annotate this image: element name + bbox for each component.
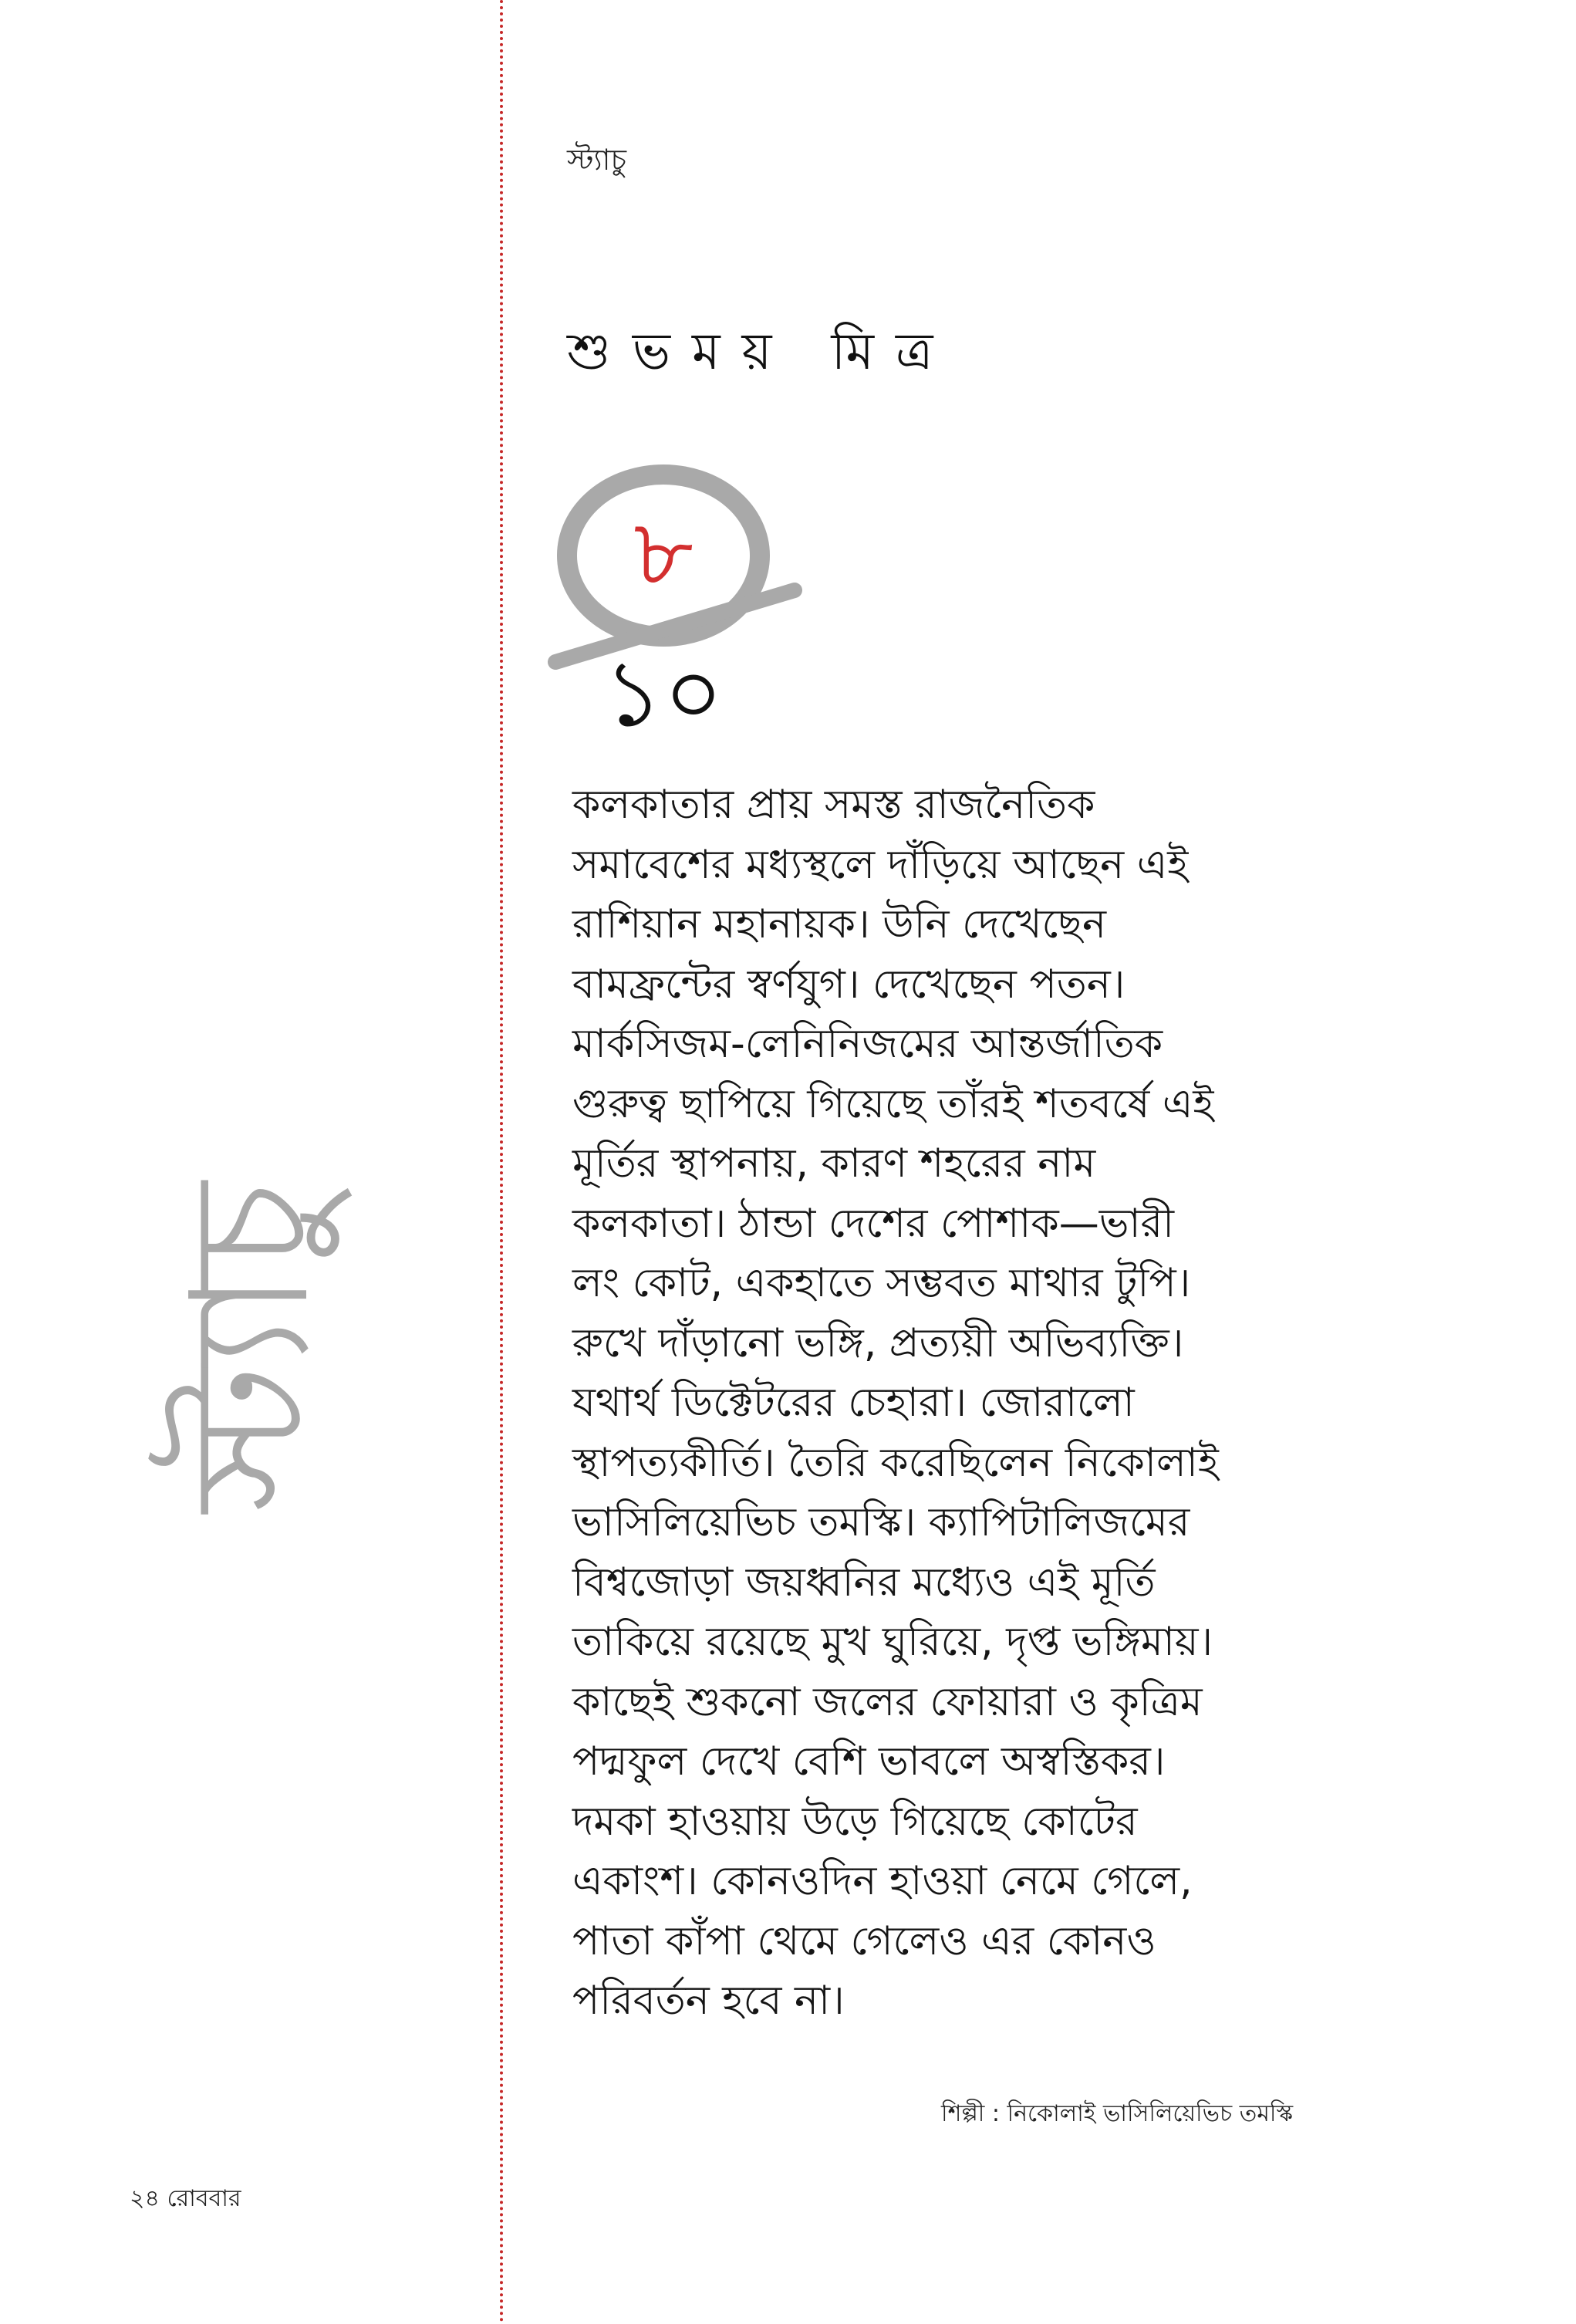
score-max: ১০ (603, 640, 724, 748)
body-line: রুখে দাঁড়ানো ভঙ্গি, প্রত্যয়ী অভিব্যক্তি। (572, 1319, 1184, 1366)
page-folio: ২৪ রোববার (130, 2185, 241, 2212)
artist-credit: শিল্পী : নিকোলাই ভাসিলিয়েভিচ তমস্কি (941, 2100, 1294, 2127)
body-line: লং কোট, একহাতে সম্ভবত মাথার টুপি। (572, 1260, 1191, 1306)
body-line: ভাসিলিয়েভিচ তমস্কি। ক্যাপিটালিজমের (572, 1499, 1190, 1545)
score-value: ৮ (633, 500, 694, 607)
body-line: পাতা কাঁপা থেমে গেলেও এর কোনও (572, 1917, 1156, 1964)
body-line: মার্কসিজম-লেনিনিজমের আন্তর্জাতিক (572, 1021, 1163, 1067)
body-line: মূর্তির স্থাপনায়, কারণ শহরের নাম (572, 1140, 1096, 1187)
score-badge (540, 448, 802, 756)
body-line: কাছেই শুকনো জলের ফোয়ারা ও কৃত্রিম (572, 1678, 1203, 1725)
body-line: পরিবর্তন হবে না। (572, 1978, 845, 2024)
body-line: সমাবেশের মধ্যস্থলে দাঁড়িয়ে আছেন এই (572, 841, 1189, 888)
section-label: স্ট্যাচু (567, 143, 627, 177)
page-divider (500, 0, 503, 2324)
body-line: একাংশ। কোনওদিন হাওয়া নেমে গেলে, (572, 1858, 1193, 1904)
body-line: তাকিয়ে রয়েছে মুখ ঘুরিয়ে, দৃপ্ত ভঙ্গিমায়। (572, 1619, 1213, 1665)
vertical-section-title: স্ট্যাচু (156, 1181, 345, 1512)
body-line: রাশিয়ান মহানায়ক। উনি দেখেছেন (572, 901, 1106, 948)
body-line: বিশ্বজোড়া জয়ধ্বনির মধ্যেও এই মূর্তি (572, 1559, 1156, 1606)
author-name: শুভময় মিত্র (567, 322, 955, 381)
body-line: যথার্থ ডিক্টেটরের চেহারা। জোরালো (572, 1380, 1135, 1426)
body-line: বামফ্রন্টের স্বর্ণযুগ। দেখেছেন পতন। (572, 961, 1125, 1008)
body-line: কলকাতা। ঠান্ডা দেশের পোশাক—ভারী (572, 1200, 1175, 1247)
body-line: গুরুত্ব ছাপিয়ে গিয়েছে তাঁরই শতবর্ষে এই (572, 1080, 1214, 1127)
article-body (572, 775, 1313, 2032)
body-line: স্থাপত্যকীর্তি। তৈরি করেছিলেন নিকোলাই (572, 1439, 1219, 1486)
body-line: পদ্মফুল দেখে বেশি ভাবলে অস্বস্তিকর। (572, 1738, 1166, 1785)
body-line: দমকা হাওয়ায় উড়ে গিয়েছে কোটের (572, 1798, 1138, 1845)
body-line: কলকাতার প্রায় সমস্ত রাজনৈতিক (572, 782, 1095, 828)
